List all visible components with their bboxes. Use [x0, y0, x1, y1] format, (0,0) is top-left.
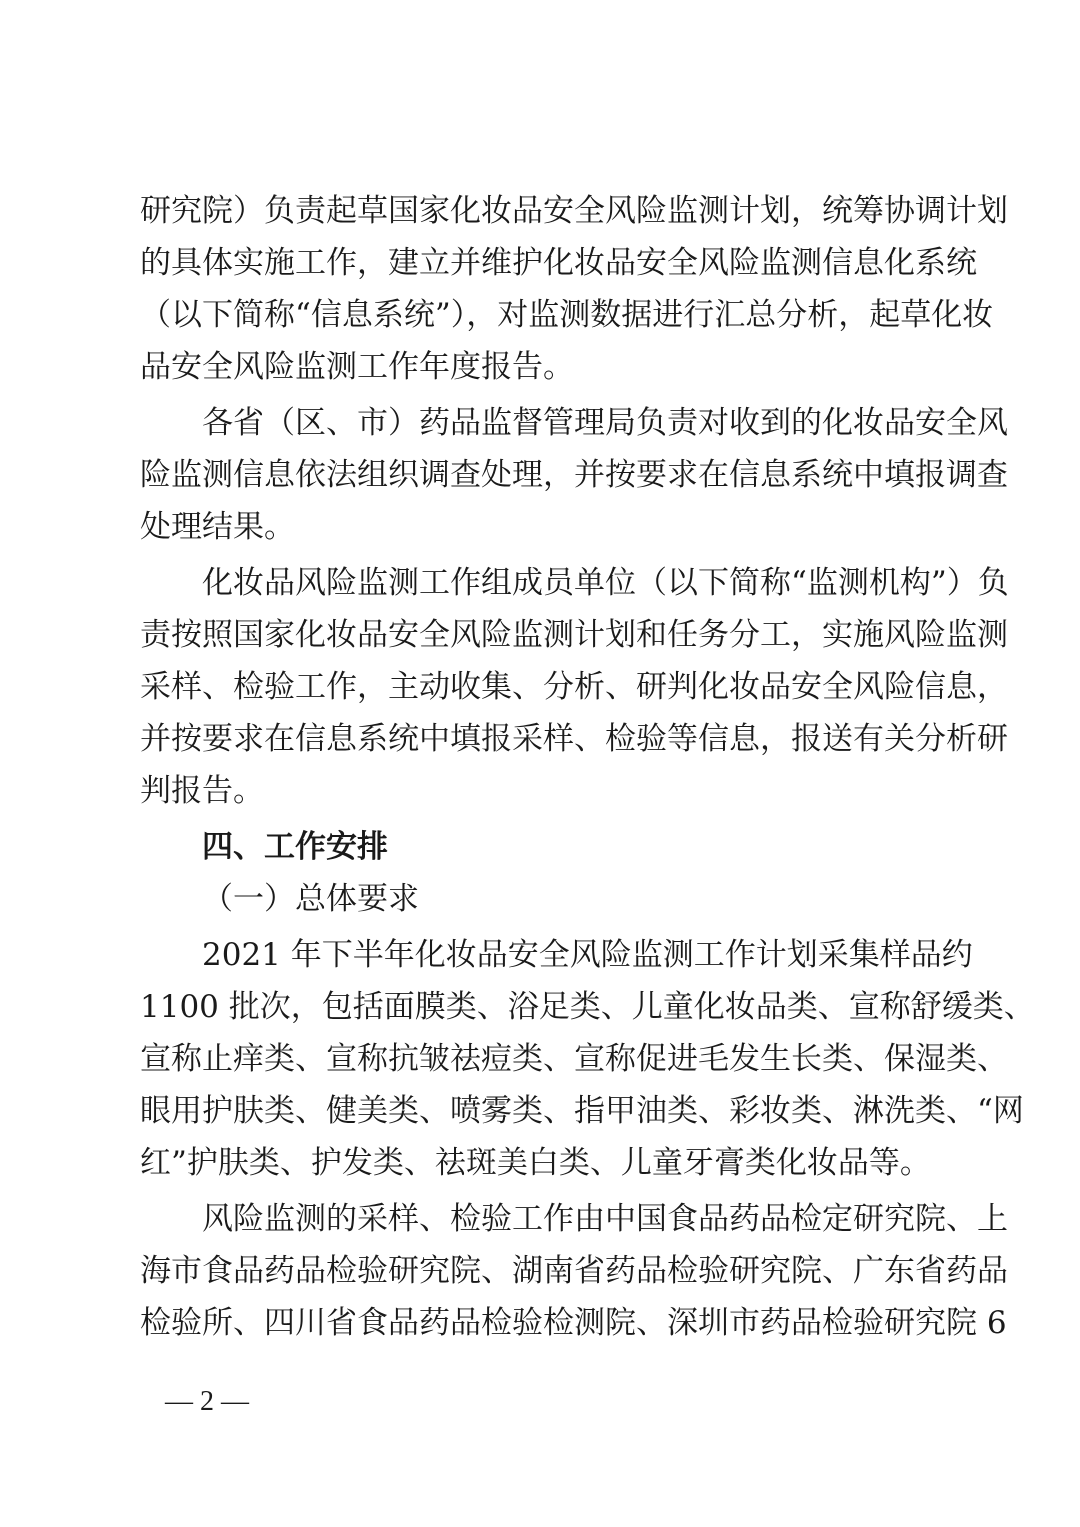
text-line: 海市食品药品检验研究院、湖南省药品检验研究院、广东省药品 — [140, 1253, 1008, 1289]
text-line: 责按照国家化妆品安全风险监测计划和任务分工，实施风险监测 — [140, 617, 1008, 653]
text-line: 风险监测的采样、检验工作由中国食品药品检定研究院、上 — [202, 1201, 1008, 1237]
text-line: 检验所、四川省食品药品检验检测院、深圳市药品检验研究院 6 — [140, 1305, 1007, 1341]
text-line: 2021 年下半年化妆品安全风险监测工作计划采集样品约 — [202, 937, 973, 973]
text-line: 品安全风险监测工作年度报告。 — [140, 349, 574, 385]
text-line: 红”护肤类、护发类、祛斑美白类、儿童牙膏类化妆品等。 — [140, 1145, 931, 1181]
text-line: 采样、检验工作，主动收集、分析、研判化妆品安全风险信息， — [140, 669, 1008, 705]
text-line: 1100 批次，包括面膜类、浴足类、儿童化妆品类、宣称舒缓类、 — [140, 989, 1035, 1025]
text-line: 眼用护肤类、健美类、喷雾类、指甲油类、彩妆类、淋洗类、“网 — [140, 1093, 1024, 1129]
text-line: 并按要求在信息系统中填报采样、检验等信息，报送有关分析研 — [140, 721, 1008, 757]
text-line: 化妆品风险监测工作组成员单位（以下简称“监测机构”）负 — [202, 565, 1009, 601]
section-heading: 四、工作安排 — [202, 829, 388, 865]
text-line: 研究院）负责起草国家化妆品安全风险监测计划，统筹协调计划 — [140, 193, 1008, 229]
text-line: 判报告。 — [140, 773, 264, 809]
page-number: — 2 — — [165, 1386, 249, 1417]
text-line: 险监测信息依法组织调查处理，并按要求在信息系统中填报调查 — [140, 457, 1008, 493]
text-line: 宣称止痒类、宣称抗皱祛痘类、宣称促进毛发生长类、保湿类、 — [140, 1041, 1008, 1077]
text-line: 各省（区、市）药品监督管理局负责对收到的化妆品安全风 — [202, 405, 1008, 441]
subsection-heading: （一）总体要求 — [202, 881, 419, 917]
text-line: （以下简称“信息系统”），对监测数据进行汇总分析，起草化妆 — [140, 297, 994, 333]
text-line: 的具体实施工作，建立并维护化妆品安全风险监测信息化系统 — [140, 245, 977, 281]
text-line: 处理结果。 — [140, 509, 295, 545]
